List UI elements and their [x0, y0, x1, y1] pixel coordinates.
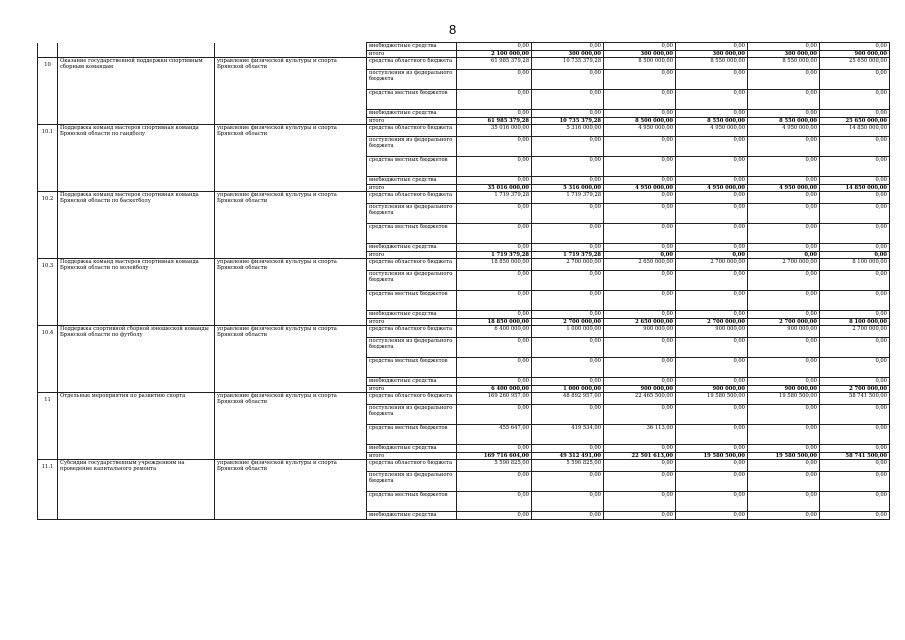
amount-cell: 0,00 [532, 43, 604, 51]
amount-cell: 0,00 [457, 378, 532, 386]
amount-cell: 1 000 000,00 [532, 386, 604, 393]
amount-cell: 2 650 000,00 [604, 319, 676, 326]
amount-cell: 8 550 000,00 [676, 58, 748, 70]
amount-cell: 0,00 [532, 405, 604, 425]
amount-cell: 0,00 [457, 291, 532, 311]
executor-name: управление физической культуры и спорта Брянской области [215, 393, 367, 460]
amount-cell: 0,00 [604, 204, 676, 224]
amount-cell: 0,00 [748, 291, 820, 311]
amount-cell: 0,00 [820, 338, 890, 358]
amount-cell: 0,00 [604, 338, 676, 358]
table-row [38, 393, 890, 405]
amount-cell: 0,00 [676, 137, 748, 157]
amount-cell: 0,00 [604, 311, 676, 319]
amount-cell: 2 650 000,00 [604, 259, 676, 271]
amount-cell: 0,00 [820, 252, 890, 259]
amount-cell: 0,00 [676, 472, 748, 492]
amount-cell: 0,00 [748, 204, 820, 224]
amount-cell: 5 590 825,00 [532, 460, 604, 472]
amount-cell: 2 700 000,00 [820, 386, 890, 393]
amount-cell: 0,00 [676, 244, 748, 252]
amount-cell: 0,00 [820, 512, 890, 520]
amount-cell: 300 000,00 [532, 51, 604, 58]
funding-source-cell: средства областного бюджета [367, 460, 457, 472]
amount-cell: 0,00 [676, 445, 748, 453]
amount-cell: 0,00 [748, 192, 820, 204]
amount-cell: 0,00 [457, 358, 532, 378]
amount-cell: 0,00 [748, 405, 820, 425]
funding-source-cell: поступления из федерального бюджета [367, 137, 457, 157]
amount-cell: 0,00 [532, 445, 604, 453]
amount-cell: 4 950 000,00 [604, 185, 676, 192]
amount-cell: 0,00 [820, 291, 890, 311]
funding-source-cell: средства областного бюджета [367, 58, 457, 70]
amount-cell: 2 700 000,00 [676, 259, 748, 271]
amount-cell: 0,00 [604, 492, 676, 512]
amount-cell: 0,00 [676, 177, 748, 185]
amount-cell: 2 100 000,00 [457, 51, 532, 58]
amount-cell: 900 000,00 [820, 51, 890, 58]
amount-cell: 0,00 [748, 244, 820, 252]
amount-cell: 900 000,00 [748, 386, 820, 393]
amount-cell: 0,00 [457, 137, 532, 157]
amount-cell: 0,00 [820, 177, 890, 185]
amount-cell: 6 400 000,00 [457, 386, 532, 393]
amount-cell: 58 741 500,00 [820, 453, 890, 460]
amount-cell: 0,00 [676, 425, 748, 445]
amount-cell: 4 950 000,00 [676, 125, 748, 137]
amount-cell: 0,00 [676, 224, 748, 244]
amount-cell: 0,00 [820, 378, 890, 386]
amount-cell: 0,00 [457, 244, 532, 252]
funding-source-cell: средства областного бюджета [367, 259, 457, 271]
amount-cell: 0,00 [748, 43, 820, 51]
amount-cell: 0,00 [748, 358, 820, 378]
amount-cell: 0,00 [820, 157, 890, 177]
amount-cell: 0,00 [604, 192, 676, 204]
activity-name: Поддержка команд мастеров спортивная команда Брянской области по баскетболу [58, 192, 215, 259]
amount-cell: 0,00 [676, 512, 748, 520]
amount-cell: 0,00 [604, 110, 676, 118]
amount-cell: 419 534,00 [532, 425, 604, 445]
amount-cell: 49 312 491,00 [532, 453, 604, 460]
amount-cell: 19 580 500,00 [676, 453, 748, 460]
executor-name: управление физической культуры и спорта Брянской области [215, 192, 367, 259]
amount-cell: 0,00 [532, 204, 604, 224]
amount-cell: 0,00 [820, 460, 890, 472]
amount-cell: 0,00 [532, 157, 604, 177]
amount-cell: 2 700 000,00 [748, 259, 820, 271]
amount-cell: 0,00 [532, 244, 604, 252]
amount-cell: 0,00 [532, 512, 604, 520]
funding-source-cell: средства местных бюджетов [367, 291, 457, 311]
funding-source-cell: внебюджетные средства [367, 43, 457, 51]
amount-cell: 35 016 000,00 [457, 185, 532, 192]
amount-cell: 14 850 000,00 [820, 185, 890, 192]
amount-cell: 0,00 [748, 137, 820, 157]
amount-cell: 61 985 379,28 [457, 118, 532, 125]
table-row [38, 192, 890, 204]
amount-cell: 0,00 [604, 244, 676, 252]
funding-source-cell: внебюджетные средства [367, 512, 457, 520]
amount-cell: 0,00 [748, 445, 820, 453]
amount-cell: 0,00 [604, 271, 676, 291]
amount-cell: 455 647,00 [457, 425, 532, 445]
amount-cell: 0,00 [532, 137, 604, 157]
amount-cell: 8 550 000,00 [748, 58, 820, 70]
amount-cell: 0,00 [604, 405, 676, 425]
table-row [38, 460, 890, 472]
amount-cell: 18 850 000,00 [457, 259, 532, 271]
amount-cell: 0,00 [457, 338, 532, 358]
amount-cell: 0,00 [532, 224, 604, 244]
amount-cell: 0,00 [676, 378, 748, 386]
amount-cell: 0,00 [604, 445, 676, 453]
amount-cell: 0,00 [532, 291, 604, 311]
amount-cell: 0,00 [604, 43, 676, 51]
amount-cell: 0,00 [532, 177, 604, 185]
executor-name: управление физической культуры и спорта Брянской области [215, 460, 367, 520]
funding-source-cell: поступления из федерального бюджета [367, 338, 457, 358]
amount-cell: 36 113,00 [604, 425, 676, 445]
blank-cell [215, 43, 367, 58]
amount-cell: 0,00 [457, 492, 532, 512]
table-row [38, 43, 890, 51]
row-index: 10.3 [38, 259, 58, 326]
amount-cell: 0,00 [676, 405, 748, 425]
funding-source-cell: внебюджетные средства [367, 110, 457, 118]
amount-cell: 0,00 [676, 311, 748, 319]
amount-cell: 0,00 [748, 70, 820, 90]
amount-cell: 0,00 [676, 70, 748, 90]
amount-cell: 35 016 000,00 [457, 125, 532, 137]
executor-name: управление физической культуры и спорта Брянской области [215, 58, 367, 125]
amount-cell: 300 000,00 [604, 51, 676, 58]
amount-cell: 0,00 [457, 177, 532, 185]
amount-cell: 0,00 [748, 460, 820, 472]
amount-cell: 0,00 [820, 311, 890, 319]
amount-cell: 0,00 [676, 492, 748, 512]
page-number: 8 [449, 22, 457, 37]
amount-cell: 0,00 [748, 472, 820, 492]
amount-cell: 8 100 000,00 [820, 259, 890, 271]
amount-cell: 900 000,00 [604, 326, 676, 338]
amount-cell: 0,00 [820, 224, 890, 244]
amount-cell: 0,00 [748, 157, 820, 177]
funding-source-cell: поступления из федерального бюджета [367, 472, 457, 492]
amount-cell: 0,00 [676, 460, 748, 472]
amount-cell: 0,00 [457, 271, 532, 291]
funding-source-cell: средства местных бюджетов [367, 224, 457, 244]
amount-cell: 0,00 [676, 358, 748, 378]
amount-cell: 0,00 [820, 472, 890, 492]
amount-cell: 0,00 [748, 271, 820, 291]
amount-cell: 0,00 [604, 224, 676, 244]
table-row [38, 326, 890, 338]
amount-cell: 48 892 957,00 [532, 393, 604, 405]
amount-cell: 1 000 000,00 [532, 326, 604, 338]
amount-cell: 0,00 [532, 70, 604, 90]
amount-cell: 0,00 [532, 338, 604, 358]
amount-cell: 900 000,00 [748, 326, 820, 338]
amount-cell: 0,00 [676, 110, 748, 118]
amount-cell: 0,00 [820, 192, 890, 204]
amount-cell: 4 950 000,00 [604, 125, 676, 137]
funding-source-cell: итого [367, 386, 457, 393]
funding-source-cell: итого [367, 51, 457, 58]
amount-cell: 4 950 000,00 [748, 125, 820, 137]
amount-cell: 0,00 [748, 177, 820, 185]
amount-cell: 0,00 [457, 311, 532, 319]
amount-cell: 1 719 379,28 [532, 252, 604, 259]
amount-cell: 0,00 [748, 252, 820, 259]
row-index: 11.1 [38, 460, 58, 520]
activity-name: Оказание государственной поддержки спортивным сборным командам [58, 58, 215, 125]
row-index: 10.4 [38, 326, 58, 393]
amount-cell: 0,00 [748, 224, 820, 244]
funding-source-cell: средства местных бюджетов [367, 425, 457, 445]
amount-cell: 0,00 [676, 192, 748, 204]
activity-name: Поддержка команд мастеров спортивная команда Брянской области по волейболу [58, 259, 215, 326]
amount-cell: 0,00 [676, 43, 748, 51]
row-index: 11 [38, 393, 58, 460]
amount-cell: 0,00 [676, 291, 748, 311]
amount-cell: 0,00 [604, 90, 676, 110]
executor-name: управление физической культуры и спорта Брянской области [215, 259, 367, 326]
amount-cell: 19 580 500,00 [676, 393, 748, 405]
funding-source-cell: итого [367, 319, 457, 326]
amount-cell: 0,00 [820, 492, 890, 512]
amount-cell: 0,00 [820, 405, 890, 425]
funding-source-cell: средства местных бюджетов [367, 492, 457, 512]
amount-cell: 1 719 379,28 [532, 192, 604, 204]
amount-cell: 0,00 [532, 358, 604, 378]
amount-cell: 0,00 [604, 358, 676, 378]
amount-cell: 25 650 000,00 [820, 58, 890, 70]
funding-source-cell: итого [367, 453, 457, 460]
amount-cell: 1 719 379,28 [457, 252, 532, 259]
amount-cell: 0,00 [748, 492, 820, 512]
amount-cell: 2 700 000,00 [676, 319, 748, 326]
amount-cell: 0,00 [604, 460, 676, 472]
amount-cell: 0,00 [820, 70, 890, 90]
amount-cell: 19 580 500,00 [748, 393, 820, 405]
amount-cell: 0,00 [532, 271, 604, 291]
amount-cell: 900 000,00 [676, 386, 748, 393]
amount-cell: 2 700 000,00 [532, 259, 604, 271]
amount-cell: 169 716 604,00 [457, 453, 532, 460]
row-index: 10 [38, 58, 58, 125]
amount-cell: 10 735 379,28 [532, 118, 604, 125]
row-index: 10.1 [38, 125, 58, 192]
amount-cell: 5 316 000,00 [532, 125, 604, 137]
amount-cell: 1 719 379,28 [457, 192, 532, 204]
amount-cell: 0,00 [820, 90, 890, 110]
amount-cell: 0,00 [820, 137, 890, 157]
amount-cell: 0,00 [820, 204, 890, 224]
amount-cell: 900 000,00 [676, 326, 748, 338]
activity-name: Субсидии государственным учреждениям на проведение капитального ремонта [58, 460, 215, 520]
amount-cell: 6 400 000,00 [457, 326, 532, 338]
amount-cell: 0,00 [457, 110, 532, 118]
amount-cell: 0,00 [676, 252, 748, 259]
funding-source-cell: поступления из федерального бюджета [367, 405, 457, 425]
activity-name: Поддержка спортивной сборной юношеской команды Брянской области по футболу [58, 326, 215, 393]
amount-cell: 0,00 [604, 512, 676, 520]
amount-cell: 0,00 [604, 157, 676, 177]
amount-cell: 61 985 379,28 [457, 58, 532, 70]
amount-cell: 300 000,00 [748, 51, 820, 58]
amount-cell: 0,00 [820, 110, 890, 118]
amount-cell: 0,00 [532, 311, 604, 319]
funding-source-cell: средства областного бюджета [367, 393, 457, 405]
amount-cell: 0,00 [820, 43, 890, 51]
amount-cell: 0,00 [748, 425, 820, 445]
funding-source-cell: внебюджетные средства [367, 378, 457, 386]
amount-cell: 0,00 [820, 271, 890, 291]
amount-cell: 0,00 [748, 338, 820, 358]
amount-cell: 2 700 000,00 [820, 326, 890, 338]
activity-name: Поддержка команд мастеров спортивная команда Брянской области по гандболу [58, 125, 215, 192]
amount-cell: 0,00 [457, 204, 532, 224]
executor-name: управление физической культуры и спорта Брянской области [215, 326, 367, 393]
amount-cell: 0,00 [748, 110, 820, 118]
amount-cell: 25 650 000,00 [820, 118, 890, 125]
table-row [38, 58, 890, 70]
amount-cell: 0,00 [820, 425, 890, 445]
amount-cell: 0,00 [457, 157, 532, 177]
amount-cell: 0,00 [532, 472, 604, 492]
funding-source-cell: внебюджетные средства [367, 311, 457, 319]
amount-cell: 58 741 500,00 [820, 393, 890, 405]
amount-cell: 0,00 [532, 378, 604, 386]
funding-source-cell: средства местных бюджетов [367, 358, 457, 378]
amount-cell: 0,00 [748, 512, 820, 520]
amount-cell: 0,00 [457, 445, 532, 453]
amount-cell: 0,00 [748, 311, 820, 319]
budget-table [37, 42, 890, 520]
amount-cell: 0,00 [748, 378, 820, 386]
amount-cell: 19 580 500,00 [748, 453, 820, 460]
amount-cell: 8 100 000,00 [820, 319, 890, 326]
amount-cell: 0,00 [676, 271, 748, 291]
amount-cell: 0,00 [532, 90, 604, 110]
amount-cell: 22 465 500,00 [604, 393, 676, 405]
amount-cell: 0,00 [604, 472, 676, 492]
row-index: 10.2 [38, 192, 58, 259]
amount-cell: 5 590 825,00 [457, 460, 532, 472]
funding-source-cell: средства местных бюджетов [367, 90, 457, 110]
amount-cell: 8 550 000,00 [676, 118, 748, 125]
amount-cell: 0,00 [532, 492, 604, 512]
funding-source-cell: внебюджетные средства [367, 244, 457, 252]
funding-source-cell: средства областного бюджета [367, 125, 457, 137]
amount-cell: 0,00 [532, 110, 604, 118]
funding-source-cell: средства областного бюджета [367, 192, 457, 204]
amount-cell: 0,00 [676, 90, 748, 110]
amount-cell: 4 950 000,00 [676, 185, 748, 192]
amount-cell: 0,00 [604, 378, 676, 386]
amount-cell: 2 700 000,00 [532, 319, 604, 326]
funding-source-cell: средства местных бюджетов [367, 157, 457, 177]
amount-cell: 22 501 613,00 [604, 453, 676, 460]
blank-cell [38, 43, 58, 58]
funding-source-cell: средства областного бюджета [367, 326, 457, 338]
table-row [38, 259, 890, 271]
amount-cell: 0,00 [457, 472, 532, 492]
funding-source-cell: поступления из федерального бюджета [367, 204, 457, 224]
blank-cell [58, 43, 215, 58]
funding-source-cell: поступления из федерального бюджета [367, 70, 457, 90]
amount-cell: 0,00 [457, 43, 532, 51]
amount-cell: 0,00 [604, 252, 676, 259]
amount-cell: 900 000,00 [604, 386, 676, 393]
amount-cell: 10 735 379,28 [532, 58, 604, 70]
amount-cell: 0,00 [457, 90, 532, 110]
amount-cell: 0,00 [604, 137, 676, 157]
amount-cell: 8 550 000,00 [748, 118, 820, 125]
amount-cell: 18 850 000,00 [457, 319, 532, 326]
amount-cell: 0,00 [820, 358, 890, 378]
funding-source-cell: итого [367, 185, 457, 192]
amount-cell: 300 000,00 [676, 51, 748, 58]
amount-cell: 0,00 [457, 224, 532, 244]
amount-cell: 0,00 [604, 70, 676, 90]
amount-cell: 0,00 [676, 338, 748, 358]
table-row [38, 125, 890, 137]
amount-cell: 0,00 [457, 405, 532, 425]
amount-cell: 0,00 [820, 244, 890, 252]
amount-cell: 0,00 [457, 70, 532, 90]
funding-source-cell: внебюджетные средства [367, 177, 457, 185]
amount-cell: 0,00 [604, 291, 676, 311]
amount-cell: 169 260 957,00 [457, 393, 532, 405]
amount-cell: 0,00 [676, 157, 748, 177]
amount-cell: 0,00 [457, 512, 532, 520]
amount-cell: 8 500 000,00 [604, 58, 676, 70]
amount-cell: 0,00 [820, 445, 890, 453]
amount-cell: 5 316 000,00 [532, 185, 604, 192]
amount-cell: 4 950 000,00 [748, 185, 820, 192]
amount-cell: 0,00 [748, 90, 820, 110]
amount-cell: 2 700 000,00 [748, 319, 820, 326]
amount-cell: 14 850 000,00 [820, 125, 890, 137]
funding-source-cell: поступления из федерального бюджета [367, 271, 457, 291]
activity-name: Отдельные мероприятия по развитию спорта [58, 393, 215, 460]
funding-source-cell: итого [367, 118, 457, 125]
amount-cell: 8 500 000,00 [604, 118, 676, 125]
funding-source-cell: итого [367, 252, 457, 259]
amount-cell: 0,00 [676, 204, 748, 224]
executor-name: управление физической культуры и спорта Брянской области [215, 125, 367, 192]
amount-cell: 0,00 [604, 177, 676, 185]
funding-source-cell: внебюджетные средства [367, 445, 457, 453]
